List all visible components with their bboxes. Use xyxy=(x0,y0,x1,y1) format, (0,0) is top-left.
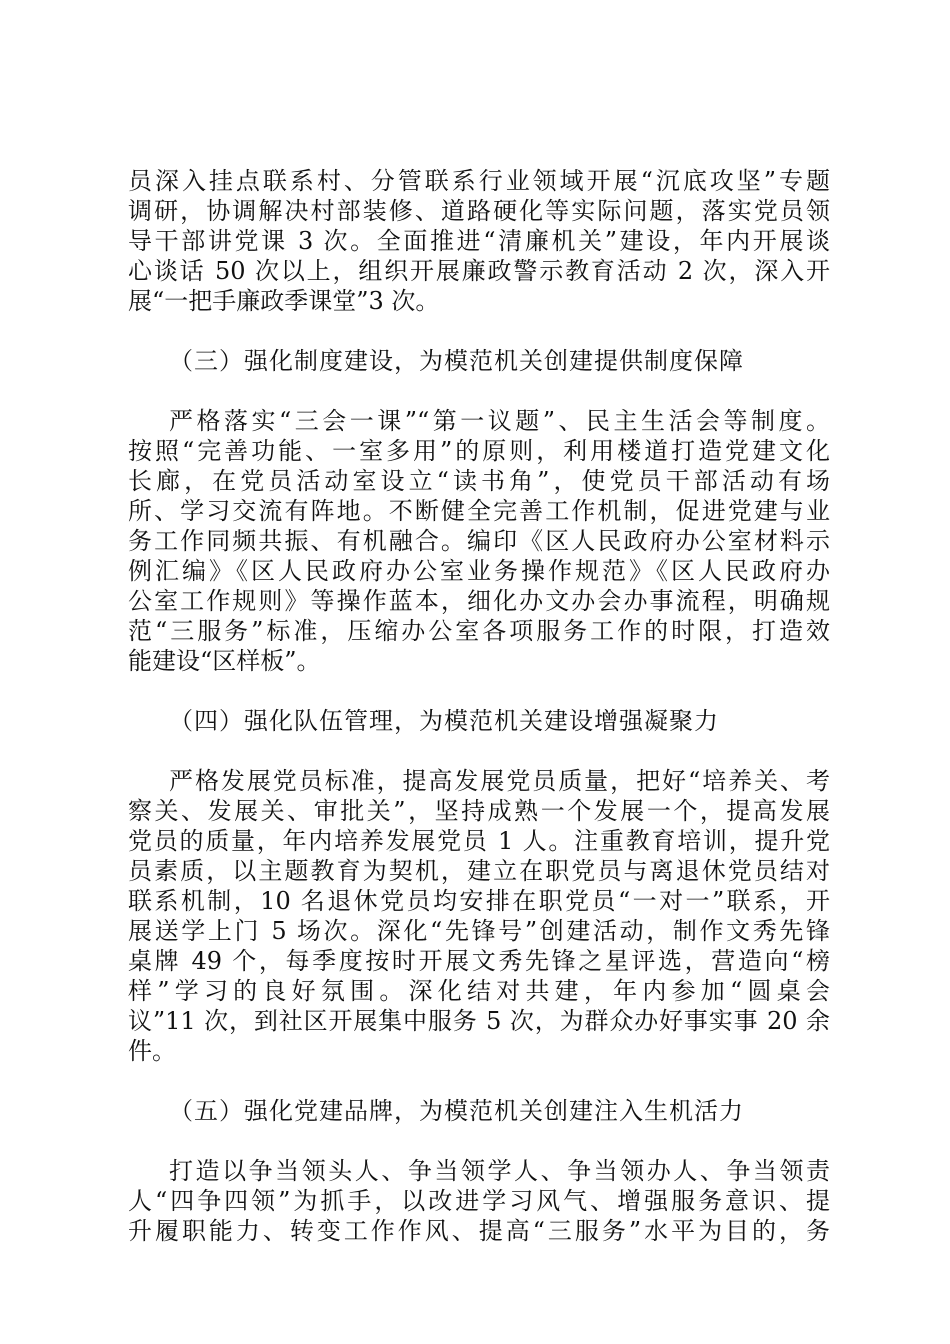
text-line: 样”学习的良好氛围。深化结对共建，年内参加“圆桌会 xyxy=(128,977,830,1005)
text-line: 严格发展党员标准，提高发展党员质量，把好“培养关、考 xyxy=(169,767,830,795)
text-line: 导干部讲党课 3 次。全面推进“清廉机关”建设，年内开展谈 xyxy=(128,227,830,255)
text-line: 务工作同频共振、有机融合。编印《区人民政府办公室材料示 xyxy=(128,527,830,555)
spacer xyxy=(128,376,830,406)
text-line: 能建设“区样板”。 xyxy=(128,647,321,675)
spacer xyxy=(128,1126,830,1156)
text-line: 党员的质量，年内培养发展党员 1 人。注重教育培训，提升党 xyxy=(128,827,830,855)
section-heading-4: （四）强化队伍管理，为模范机关建设增强凝聚力 xyxy=(169,707,719,735)
spacer xyxy=(128,736,830,766)
text-line: 联系机制，10 名退休党员均安排在职党员“一对一”联系，开 xyxy=(128,887,830,915)
paragraph-2 xyxy=(128,406,830,676)
text-line: 按照“完善功能、一室多用”的原则，利用楼道打造党建文化 xyxy=(128,437,830,465)
text-line: 调研，协调解决村部装修、道路硬化等实际问题，落实党员领 xyxy=(128,197,830,225)
text-line: 公室工作规则》等操作蓝本，细化办文办会办事流程，明确规 xyxy=(128,587,830,615)
section-heading-3: （三）强化制度建设，为模范机关创建提供制度保障 xyxy=(169,347,744,375)
text-line: 严格落实“三会一课”“第一议题”、民主生活会等制度。 xyxy=(169,407,830,435)
document-body xyxy=(128,166,830,1246)
text-line: 员素质，以主题教育为契机，建立在职党员与离退休党员结对 xyxy=(128,857,830,885)
spacer xyxy=(128,1066,830,1096)
spacer xyxy=(128,316,830,346)
text-line: 范“三服务”标准，压缩办公室各项服务工作的时限，打造效 xyxy=(128,617,830,645)
paragraph-4 xyxy=(128,1156,830,1246)
spacer xyxy=(128,676,830,706)
text-line: 议”11 次，到社区开展集中服务 5 次，为群众办好事实事 20 余 xyxy=(128,1007,830,1035)
text-line: 打造以争当领头人、争当领学人、争当领办人、争当领责 xyxy=(169,1157,830,1185)
section-heading-5: （五）强化党建品牌，为模范机关创建注入生机活力 xyxy=(169,1097,744,1125)
paragraph-1 xyxy=(128,166,830,316)
text-line: 例汇编》《区人民政府办公室业务操作规范》《区人民政府办 xyxy=(128,557,830,585)
text-line: 察关、发展关、审批关”，坚持成熟一个发展一个，提高发展 xyxy=(128,797,830,825)
text-line: 所、学习交流有阵地。不断健全完善工作机制，促进党建与业 xyxy=(128,497,830,525)
text-line: 人“四争四领”为抓手，以改进学习风气、增强服务意识、提 xyxy=(128,1187,830,1215)
paragraph-3 xyxy=(128,766,830,1066)
text-line: 员深入挂点联系村、分管联系行业领域开展“沉底攻坚”专题 xyxy=(128,167,830,195)
text-line: 桌牌 49 个，每季度按时开展文秀先锋之星评选，营造向“榜 xyxy=(128,947,830,975)
text-line: 长廊，在党员活动室设立“读书角”，使党员干部活动有场 xyxy=(128,467,830,495)
text-line: 升履职能力、转变工作作风、提高“三服务”水平为目的，务 xyxy=(128,1217,830,1245)
text-line: 件。 xyxy=(128,1037,176,1065)
text-line: 展送学上门 5 场次。深化“先锋号”创建活动，制作文秀先锋 xyxy=(128,917,830,945)
text-line: 展“一把手廉政季课堂”3 次。 xyxy=(128,287,440,315)
text-line: 心谈话 50 次以上，组织开展廉政警示教育活动 2 次，深入开 xyxy=(128,257,830,285)
